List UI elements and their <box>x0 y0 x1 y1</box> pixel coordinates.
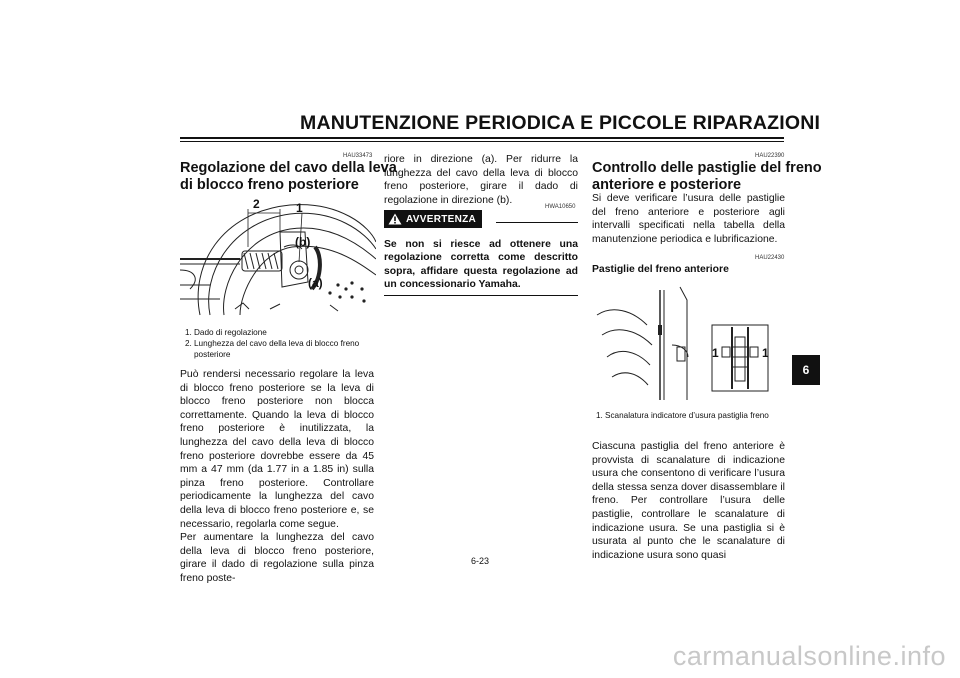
header-rule <box>180 137 784 139</box>
paragraph: Si deve verificare l’usura delle pastiglie del freno anteriore e posteriore agli intervalli specificati nella tabella della manutenzione periodica e lubrificazione. <box>592 193 785 245</box>
brake-pad-illustration <box>592 285 788 400</box>
page-number: 6-23 <box>470 556 489 566</box>
paragraph: Ciascuna pastiglia del freno anteriore è provvista di scanalature di indicazione usura che consentono di verificare l’usura della stessa senza dover disassemblare il freno. Per controllare l’usura delle pastiglie, controllare le scanalature di indicazione usura. Se una pastiglia si è usurata al punto che le scanalature di indicazione usura sono quasi <box>592 441 785 561</box>
subsection-code: HAU22430 <box>755 255 785 261</box>
caption-item <box>185 327 365 338</box>
brake-caliper-illustration <box>180 197 376 317</box>
warning-badge <box>384 210 482 228</box>
header-rule-thin <box>180 141 784 142</box>
warning-code: HWA10650 <box>545 204 576 210</box>
section-heading-line2: anteriore e posteriore <box>592 177 742 193</box>
section-heading-line1: Controllo delle pastiglie del freno <box>592 160 822 176</box>
warning-box <box>384 210 578 296</box>
watermark: carmanualsonline.info <box>672 641 946 671</box>
page-header-title: MANUTENZIONE PERIODICA E PICCOLE RIPARAZIONI <box>300 112 821 134</box>
left-body <box>180 368 374 586</box>
caption-text: Lunghezza del cavo della leva di blocco freno posteriore <box>194 339 360 359</box>
figure-label-b: (b) <box>295 235 311 249</box>
warning-bottom-rule <box>384 295 578 296</box>
figure-caption <box>185 327 365 360</box>
chapter-tab: 6 <box>792 355 820 385</box>
right-intro <box>592 192 785 246</box>
figure-label-1-right: 1 <box>762 346 769 360</box>
caption-num: 2. <box>185 339 192 348</box>
figure-caption <box>596 410 776 421</box>
figure-label-1: 1 <box>296 201 303 215</box>
middle-body <box>384 153 578 207</box>
caption-text: Dado di regolazione <box>194 328 267 337</box>
section-heading-line1: Regolazione del cavo della leva <box>180 160 397 176</box>
caption-text: Scanalatura indicatore d’usura pastiglia freno <box>605 411 769 420</box>
figure-label-1-left: 1 <box>712 346 719 360</box>
caption-item <box>185 338 365 360</box>
subsection-heading: Pastiglie del freno anteriore <box>592 264 729 275</box>
section-heading-line2: di blocco freno posteriore <box>180 177 359 193</box>
section-code: HAU33473 <box>343 153 373 159</box>
caption-item <box>596 410 776 421</box>
paragraph: Per aumentare la lunghezza del cavo della leva di blocco freno posteriore, girare il dado di regolazione sulla pinza freno poste- <box>180 532 374 584</box>
section-code: HAU22390 <box>755 153 785 159</box>
caption-num: 1. <box>596 411 603 420</box>
right-body <box>592 440 785 562</box>
warning-label: AVVERTENZA <box>406 213 477 225</box>
caption-num: 1. <box>185 328 192 337</box>
section-heading <box>592 160 822 194</box>
warning-text: Se non si riesce ad ottenere una regolazione corretta come descritto sopra, affidare questa regolazione ad un concessionario Yamaha. <box>384 239 578 291</box>
warning-triangle-icon <box>388 213 402 225</box>
paragraph: Può rendersi necessario regolare la leva di blocco freno posteriore se la leva di blocco freno posteriore non blocca correttamente. Quando la leva di blocco freno posteriore è inutilizzata, la lunghezza del cavo della leva di blocco freno posteriore dovrebbe essere da 45 mm a 47 mm (da 1.77 in a 1.85 in) sulla pinza freno posteriore. Controllare periodicamente la lunghezza del cavo della leva di blocco freno posteriore e, se necessario, regolarla come segue. <box>180 369 374 530</box>
section-heading <box>180 160 397 194</box>
figure-label-a: (a) <box>308 276 323 290</box>
figure-label-2: 2 <box>253 197 260 211</box>
warning-rule <box>496 222 578 223</box>
paragraph: riore in direzione (a). Per ridurre la lunghezza del cavo della leva di blocco freno posteriore, girare il dado di regolazione in direzione (b). <box>384 154 578 206</box>
